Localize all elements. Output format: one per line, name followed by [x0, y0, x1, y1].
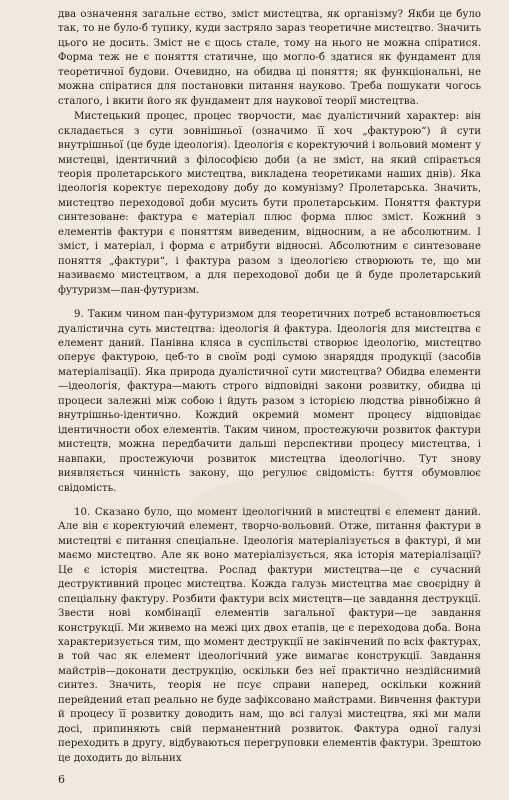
body-text	[58, 8, 481, 766]
paragraph-3: 9. Таким чином пан-футуризмом для теоретичних потреб встановлюється дуалістична суть мистецтва: ідеологія й фактура. Ідеологія для мистецтва є елемент даний. Панівна кляса в суспільстві створює ідеологію, мистецтво оперує фактурою, цеб-то в своїм роді сумою знаряддя продукції (засобів матеріалізації). Яка природа дуалістичної сути мистецтва? Обидва елементи—ідеологія, фактура—мають строго відповідні закони розвитку, обидва ці процеси залежні між собою і йдуть разом з історією людства рівнобіжно й внутрішньо-ідентично. Кождий окремий момент процесу відповідає ідентичности обох елементів. Таким чином, простежуючи розвиток фактури мистецтв, можна передбачити дальші перспективи процесу мистецтва, і навпаки, простежуючи розвиток мистецтва ідеологічно. Тут знову виявляється чинність закону, що регулює свідомість: буття обумовлює свідомість.	[58, 309, 481, 494]
paragraph-4: 10. Сказано було, що момент ідеологічний в мистецтві є елемент даний. Але він є коректуючий елемент, творчо-вольовий. Отже, питання фактури в мистецтві є питання спеціальне. Ідеологія матеріалізується в фактурі, й ми маємо мистецтво. Але як воно матеріалізується, яка історія матеріалізації? Це є історія мистецтва. Рослад фактури мистецтва—це є сучасний деструктивний процес мистецтва. Кожда галузь мистецтва має своєрідну й спеціальну фактуру. Розбити фактури всіх мистецтв—це завдання деструкції. Звести нові комбінації елементів загальної фактури—це завдання конструкції. Ми живемо на межі цих двох етапів, це є переходова доба. Вона характеризується тим, що момент деструкції не закінчений по всіх фактурах, в той час як елемент ідеологічний уже вимагає конструкції. Завдання майстрів—доконати деструкцію, оскільки без неї практично нездійснимий синтез. Значить, теорія не псує справи наперед, оскільки кожний перейдений етап реально не буде зафіксовано майстрами. Вивчення фактури й процесу її розвитку доводить нам, що всі галузі мистецтва, які ми мали досі, припиняють свій перманентний розвиток. Фактура одної галузі переходить в другу, відбуваються перегруповки елементів фактури. Зрештою це доходить до вільних	[58, 506, 481, 764]
paragraph-1: два означення загальне єство, зміст мистецтва, як організму? Якби це було так, то не було-б тупику, куди застряло зараз теоретичне мистецтво. Значить цього не досить. Зміст не є щось стале, тому на нього не можна спіратися. Форма теж не є поняття статичне, що могло-б здатися як фундамент для теоретичної будови. Очевидно, на обидва ці поняття; як функціональні, не можна спіратися для постановки питання науково. Треба пошукати чогось сталого, і вкити його як фундамент для наукової теорії мистецтва.	[58, 9, 481, 107]
page-number: 6	[58, 773, 65, 786]
paragraph-2: Мистецький процес, процес творчости, має дуалістичний характер: він складається з сути зовнішньої (означимо її хоч „фактурою“) й сути внутрішньої (це буде ідеологія). Ідеологія є коректуючий і вольовий момент у мистецві, ідентичний з філософією доби (а не зміст, на який спірається теорія пролетарського мистецтва, викладена теоретиками наших днів). Яка ідеологія коректує переходову добу до комунізму? Пролетарська. Значить, мистецтво переходової доби мусить бути пролетарським. Поняття фактури синтезоване: фактура є матеріал плюс форма плюс зміст. Кожний з елементів фактури є поняттям виведеним, відносним, а не абсолютним. І зміст, і матеріал, і форма є атрибути відносні. Абсолютним є синтезоване поняття „фактури“, і фактура разом з ідеологією створюють те, що ми називаємо мистецтвом, а для переходової доби це й буде пролетарський футуризм—пан-футуризм.	[58, 111, 481, 296]
